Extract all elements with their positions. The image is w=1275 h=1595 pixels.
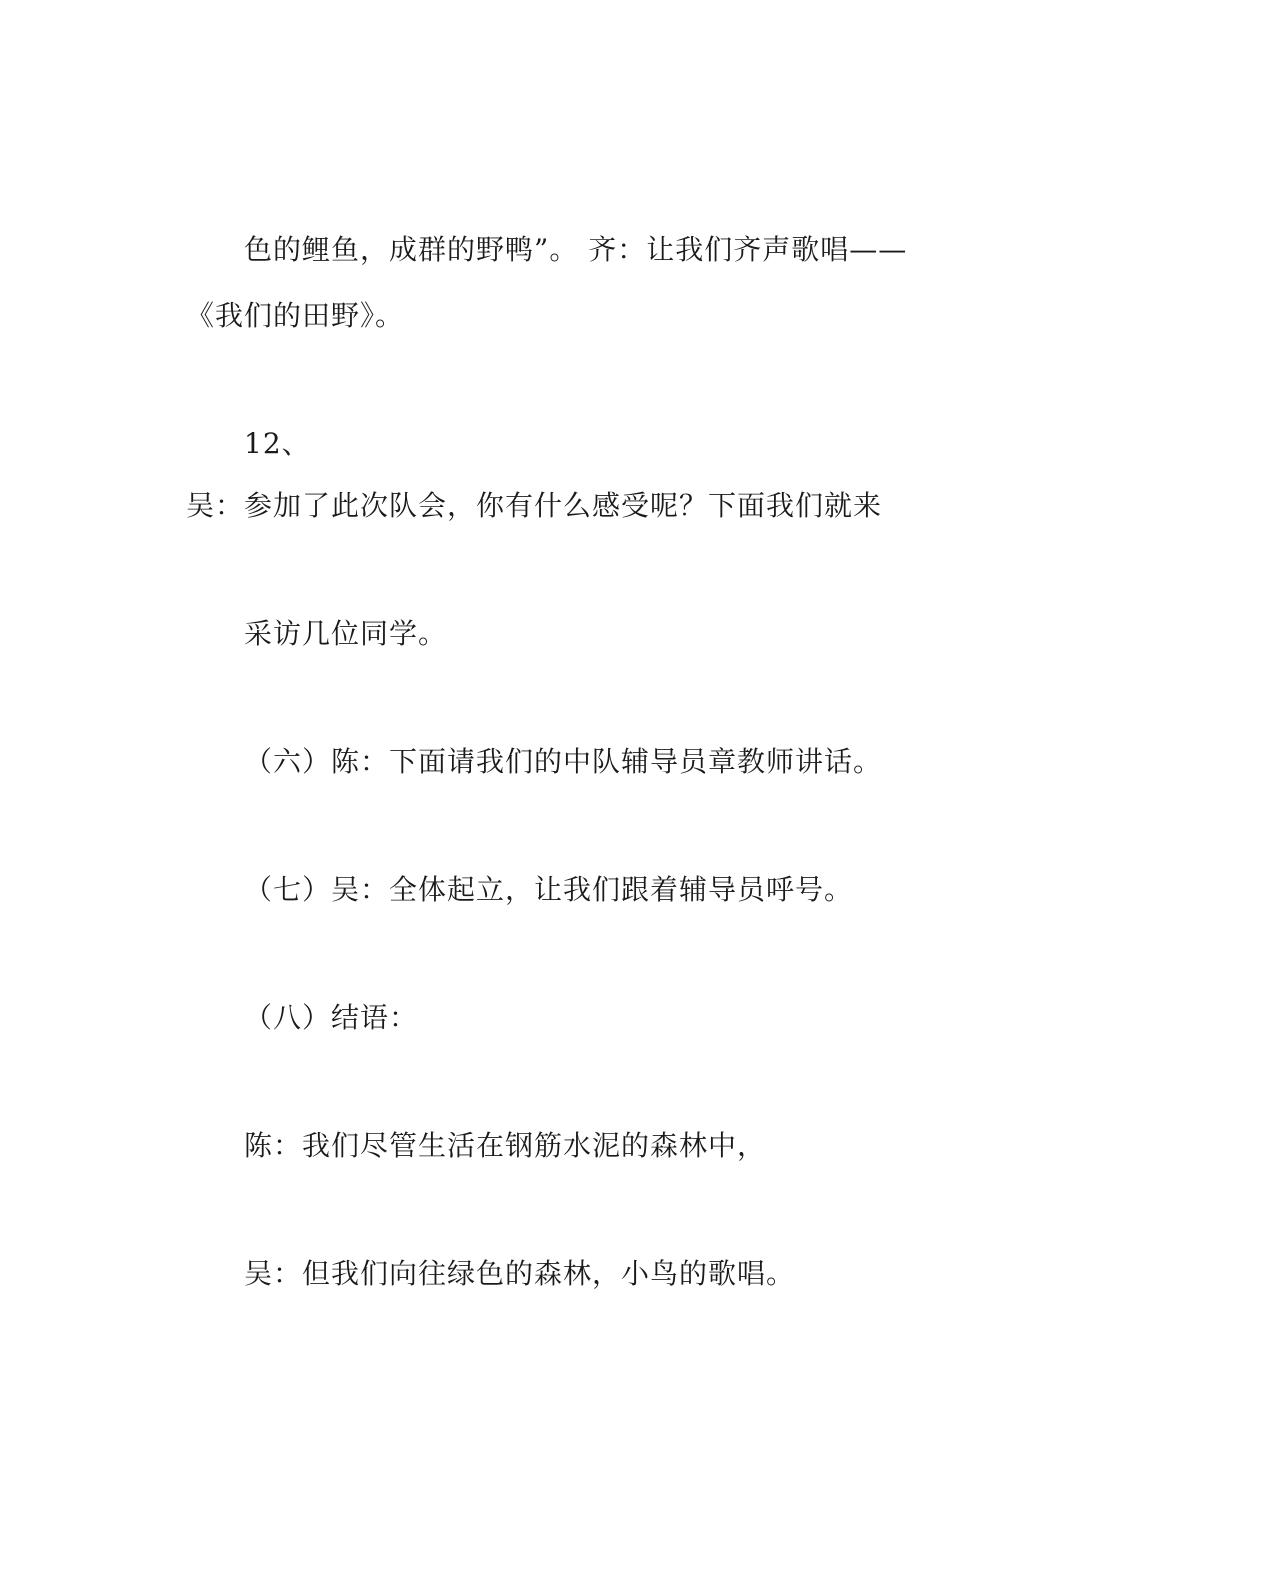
text-line: （七）吴：全体起立，让我们跟着辅导员呼号。 <box>244 873 854 906</box>
text-line: （八）结语： <box>244 1001 419 1034</box>
text-line: 吴：但我们向往绿色的森林，小鸟的歌唱。 <box>244 1257 796 1290</box>
text-line: 《我们的田野》。 <box>186 299 405 332</box>
text-line: 吴：参加了此次队会，你有什么感受呢？下面我们就来 <box>186 489 883 522</box>
text-line: 色的鲤鱼，成群的野鸭”。 齐：让我们齐声歌唱—— <box>244 233 908 266</box>
text-line: 12、 <box>244 427 311 460</box>
text-line: 采访几位同学。 <box>244 617 448 650</box>
text-line: 陈：我们尽管生活在钢筋水泥的森林中， <box>244 1129 767 1162</box>
text-line: （六）陈：下面请我们的中队辅导员章教师讲话。 <box>244 745 883 778</box>
